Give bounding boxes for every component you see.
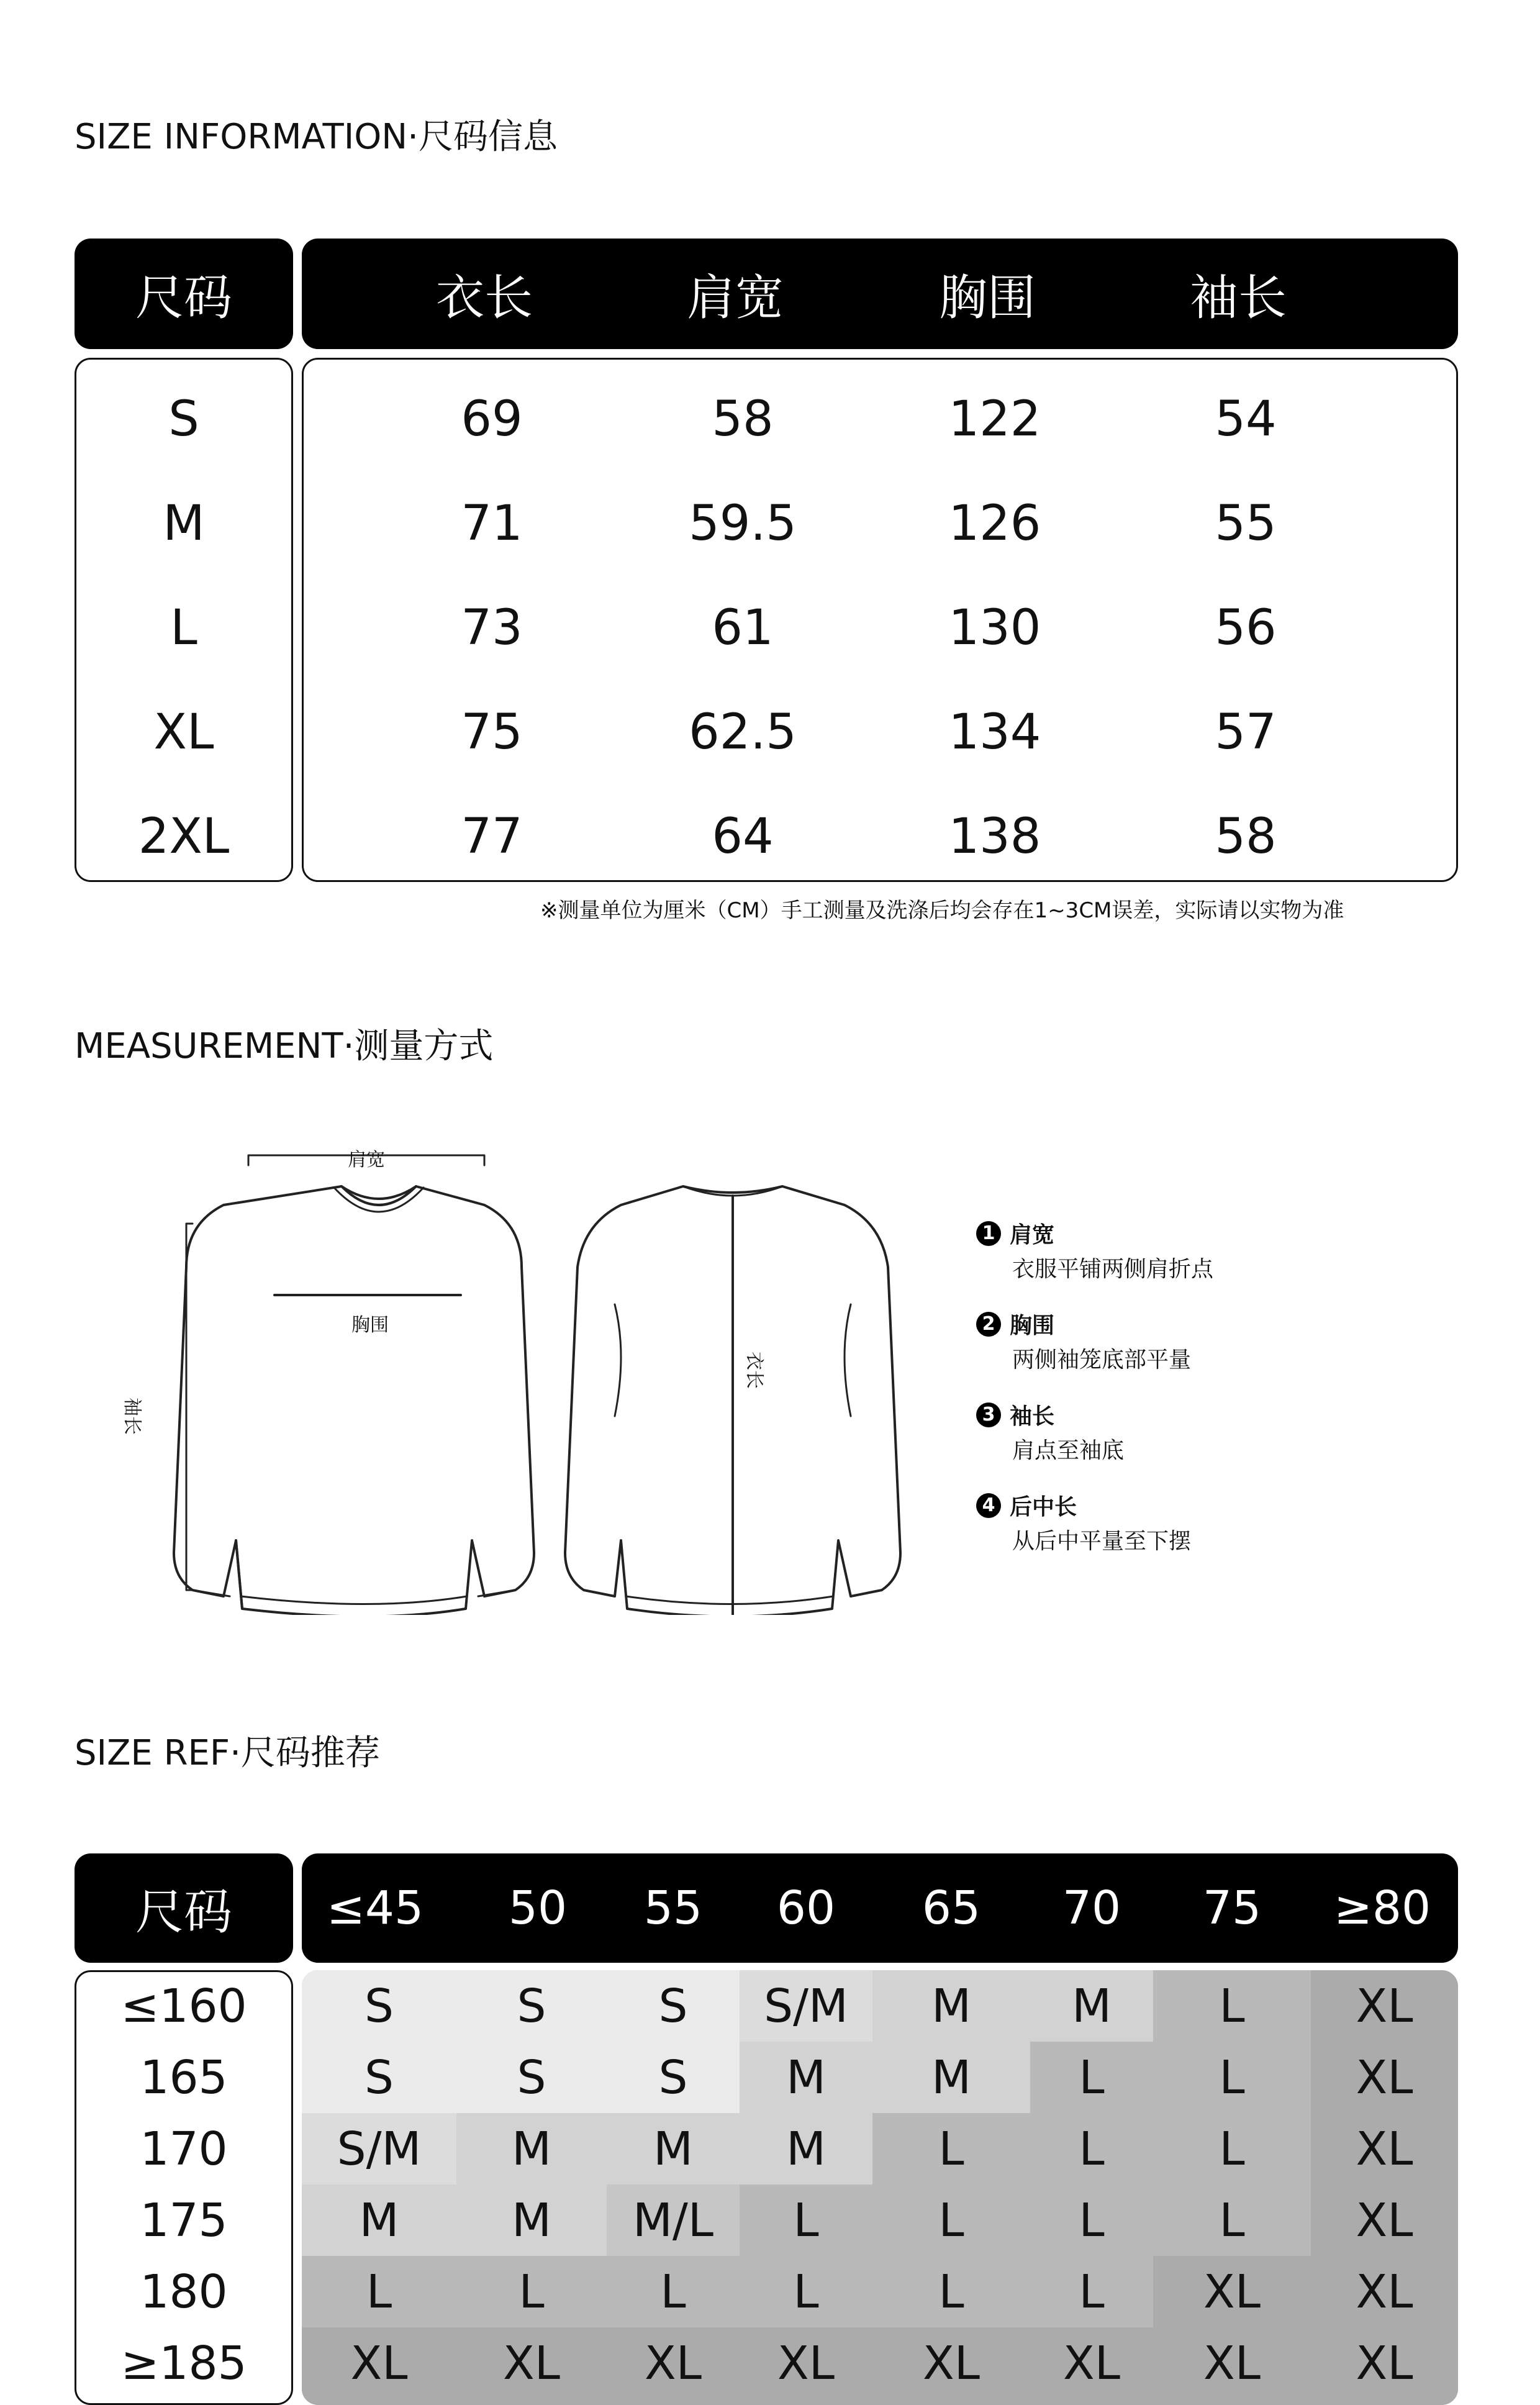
size-ref-cell: L — [1030, 2256, 1153, 2327]
height-label: 170 — [140, 2122, 228, 2176]
size-ref-cell: L — [607, 2256, 740, 2327]
size-ref-cell: XL — [456, 2327, 607, 2399]
size-label-s: S — [168, 391, 199, 447]
size-info-title: SIZE INFORMATION·尺码信息 — [75, 117, 558, 157]
size-ref-cell: L — [740, 2185, 872, 2256]
size-ref-cell: XL — [1153, 2327, 1311, 2399]
size-ref-cell: L — [302, 2256, 456, 2327]
size-ref-cell: XL — [1311, 2042, 1458, 2113]
size-ref-cell: L — [872, 2113, 1030, 2185]
height-label: ≤160 — [120, 1979, 247, 2033]
size-ref-cell: M/L — [607, 2185, 740, 2256]
legend-desc: 从后中平量至下摆 — [1012, 1529, 1192, 1554]
diagram-label-shoulder: 肩宽 — [348, 1149, 385, 1171]
size-ref-cell: L — [740, 2256, 872, 2327]
legend-item — [976, 1308, 1191, 1374]
size-ref-cell: S — [302, 1970, 456, 2042]
size-ref-cell: XL — [1153, 2256, 1311, 2327]
measurement-note: ※测量单位为厘米（CM）手工测量及洗涤后均会存在1~3CM误差，实际请以实物为准 — [540, 898, 1344, 923]
size-value-cell: 64 — [712, 809, 774, 865]
legend-desc: 两侧袖笼底部平量 — [1012, 1347, 1192, 1373]
height-label: ≥185 — [120, 2336, 247, 2390]
legend-number: 1 — [976, 1221, 1001, 1246]
legend-title: 后中长 — [1010, 1494, 1077, 1520]
size-ref-cell: XL — [607, 2327, 740, 2399]
size-value-cell: 71 — [461, 496, 523, 552]
weight-header-cell: ≤45 — [326, 1881, 424, 1935]
size-ref-title: SIZE REF·尺码推荐 — [75, 1733, 380, 1773]
header-chest: 胸围 — [938, 270, 1036, 326]
size-value-cell: 58 — [712, 391, 774, 447]
measurement-title: MEASUREMENT·测量方式 — [75, 1026, 494, 1066]
header-length: 衣长 — [435, 270, 533, 326]
legend-item — [976, 1217, 1213, 1283]
size-value-cell: 55 — [1215, 496, 1277, 552]
size-ref-cell: XL — [1311, 2256, 1458, 2327]
size-label-m: M — [163, 496, 205, 552]
size-ref-cell: M — [1030, 1970, 1153, 2042]
size-header-label: 尺码 — [135, 270, 232, 326]
header-sleeve: 袖长 — [1189, 270, 1287, 326]
legend-item — [976, 1489, 1191, 1555]
weight-header-cell: 75 — [1202, 1881, 1262, 1935]
height-label: 180 — [140, 2265, 228, 2319]
size-value-cell: 73 — [461, 600, 523, 656]
weight-header-cell: ≥80 — [1333, 1881, 1431, 1935]
diagram-label-sleeve: 袖长 — [121, 1398, 143, 1435]
size-ref-cell: S/M — [740, 1970, 872, 2042]
size-label-xl: XL — [153, 704, 214, 760]
weight-header-cell: 60 — [776, 1881, 836, 1935]
garment-diagram — [137, 1118, 919, 1615]
size-ref-cell: L — [1030, 2042, 1153, 2113]
size-value-cell: 57 — [1215, 704, 1277, 760]
size-ref-cell: S — [607, 1970, 740, 2042]
size-ref-cell: L — [1153, 2042, 1311, 2113]
size-value-cell: 126 — [948, 496, 1041, 552]
header-shoulder: 肩宽 — [686, 270, 784, 326]
ref-weight-header — [302, 1853, 1458, 1963]
size-ref-cell: M — [302, 2185, 456, 2256]
legend-number: 2 — [976, 1312, 1001, 1337]
size-ref-cell: L — [1030, 2113, 1153, 2185]
size-label-l: L — [170, 600, 197, 656]
size-ref-cell: XL — [1311, 2327, 1458, 2399]
legend-desc: 衣服平铺两侧肩折点 — [1012, 1257, 1214, 1282]
size-ref-cell: S — [607, 2042, 740, 2113]
legend-title: 胸围 — [1010, 1313, 1055, 1339]
ref-header-label: 尺码 — [135, 1884, 232, 1940]
height-label: 175 — [140, 2193, 228, 2247]
size-ref-cell: XL — [1311, 1970, 1458, 2042]
size-value-cell: 130 — [948, 600, 1041, 656]
weight-header-cell: 70 — [1062, 1881, 1121, 1935]
size-value-cell: 54 — [1215, 391, 1277, 447]
size-value-cell: 122 — [948, 391, 1041, 447]
size-header-label-box — [75, 239, 293, 349]
size-ref-cell: M — [872, 1970, 1030, 2042]
size-ref-cell: L — [872, 2256, 1030, 2327]
size-ref-cell: S/M — [302, 2113, 456, 2185]
size-ref-cell: S — [302, 2042, 456, 2113]
size-ref-cell: S — [456, 1970, 607, 2042]
size-label-2xl: 2XL — [138, 809, 230, 865]
size-ref-cell: L — [456, 2256, 607, 2327]
size-ref-cell: XL — [1311, 2113, 1458, 2185]
size-value-cell: 56 — [1215, 600, 1277, 656]
size-ref-cell: XL — [872, 2327, 1030, 2399]
size-ref-cell: XL — [1311, 2185, 1458, 2256]
size-value-cell: 58 — [1215, 809, 1277, 865]
size-value-cell: 61 — [712, 600, 774, 656]
size-ref-cell: L — [1153, 1970, 1311, 2042]
size-value-cell: 77 — [461, 809, 523, 865]
size-ref-cell: L — [1153, 2185, 1311, 2256]
size-ref-cell: L — [1153, 2113, 1311, 2185]
size-ref-cell: M — [456, 2113, 607, 2185]
diagram-label-length: 衣长 — [743, 1352, 765, 1389]
size-ref-cell: XL — [1030, 2327, 1153, 2399]
weight-header-cell: 50 — [508, 1881, 568, 1935]
front-shirt-outline — [174, 1186, 534, 1615]
size-value-cell: 62.5 — [689, 704, 797, 760]
legend-desc: 肩点至袖底 — [1012, 1438, 1125, 1463]
legend-number: 4 — [976, 1493, 1001, 1518]
size-ref-cell: XL — [302, 2327, 456, 2399]
size-ref-cell: XL — [740, 2327, 872, 2399]
size-ref-cell: S — [456, 2042, 607, 2113]
size-value-cell: 134 — [948, 704, 1041, 760]
size-ref-cell: M — [740, 2042, 872, 2113]
diagram-label-chest: 胸围 — [351, 1314, 389, 1336]
ref-header-label-box — [75, 1853, 293, 1963]
legend-item — [976, 1399, 1124, 1465]
legend-title: 肩宽 — [1010, 1222, 1055, 1248]
size-value-cell: 138 — [948, 809, 1041, 865]
legend-number: 3 — [976, 1403, 1001, 1427]
size-ref-cell: M — [872, 2042, 1030, 2113]
height-label: 165 — [140, 2050, 228, 2104]
weight-header-cell: 65 — [922, 1881, 981, 1935]
size-value-cell: 75 — [461, 704, 523, 760]
size-value-cell: 59.5 — [689, 496, 797, 552]
size-ref-cell: L — [872, 2185, 1030, 2256]
size-ref-cell: L — [1030, 2185, 1153, 2256]
ref-grid — [302, 1970, 1458, 2405]
size-ref-cell: M — [740, 2113, 872, 2185]
size-ref-cell: M — [607, 2113, 740, 2185]
size-ref-cell: M — [456, 2185, 607, 2256]
size-header-row — [302, 239, 1458, 349]
weight-header-cell: 55 — [643, 1881, 703, 1935]
legend-title: 袖长 — [1010, 1404, 1055, 1429]
size-value-cell: 69 — [461, 391, 523, 447]
